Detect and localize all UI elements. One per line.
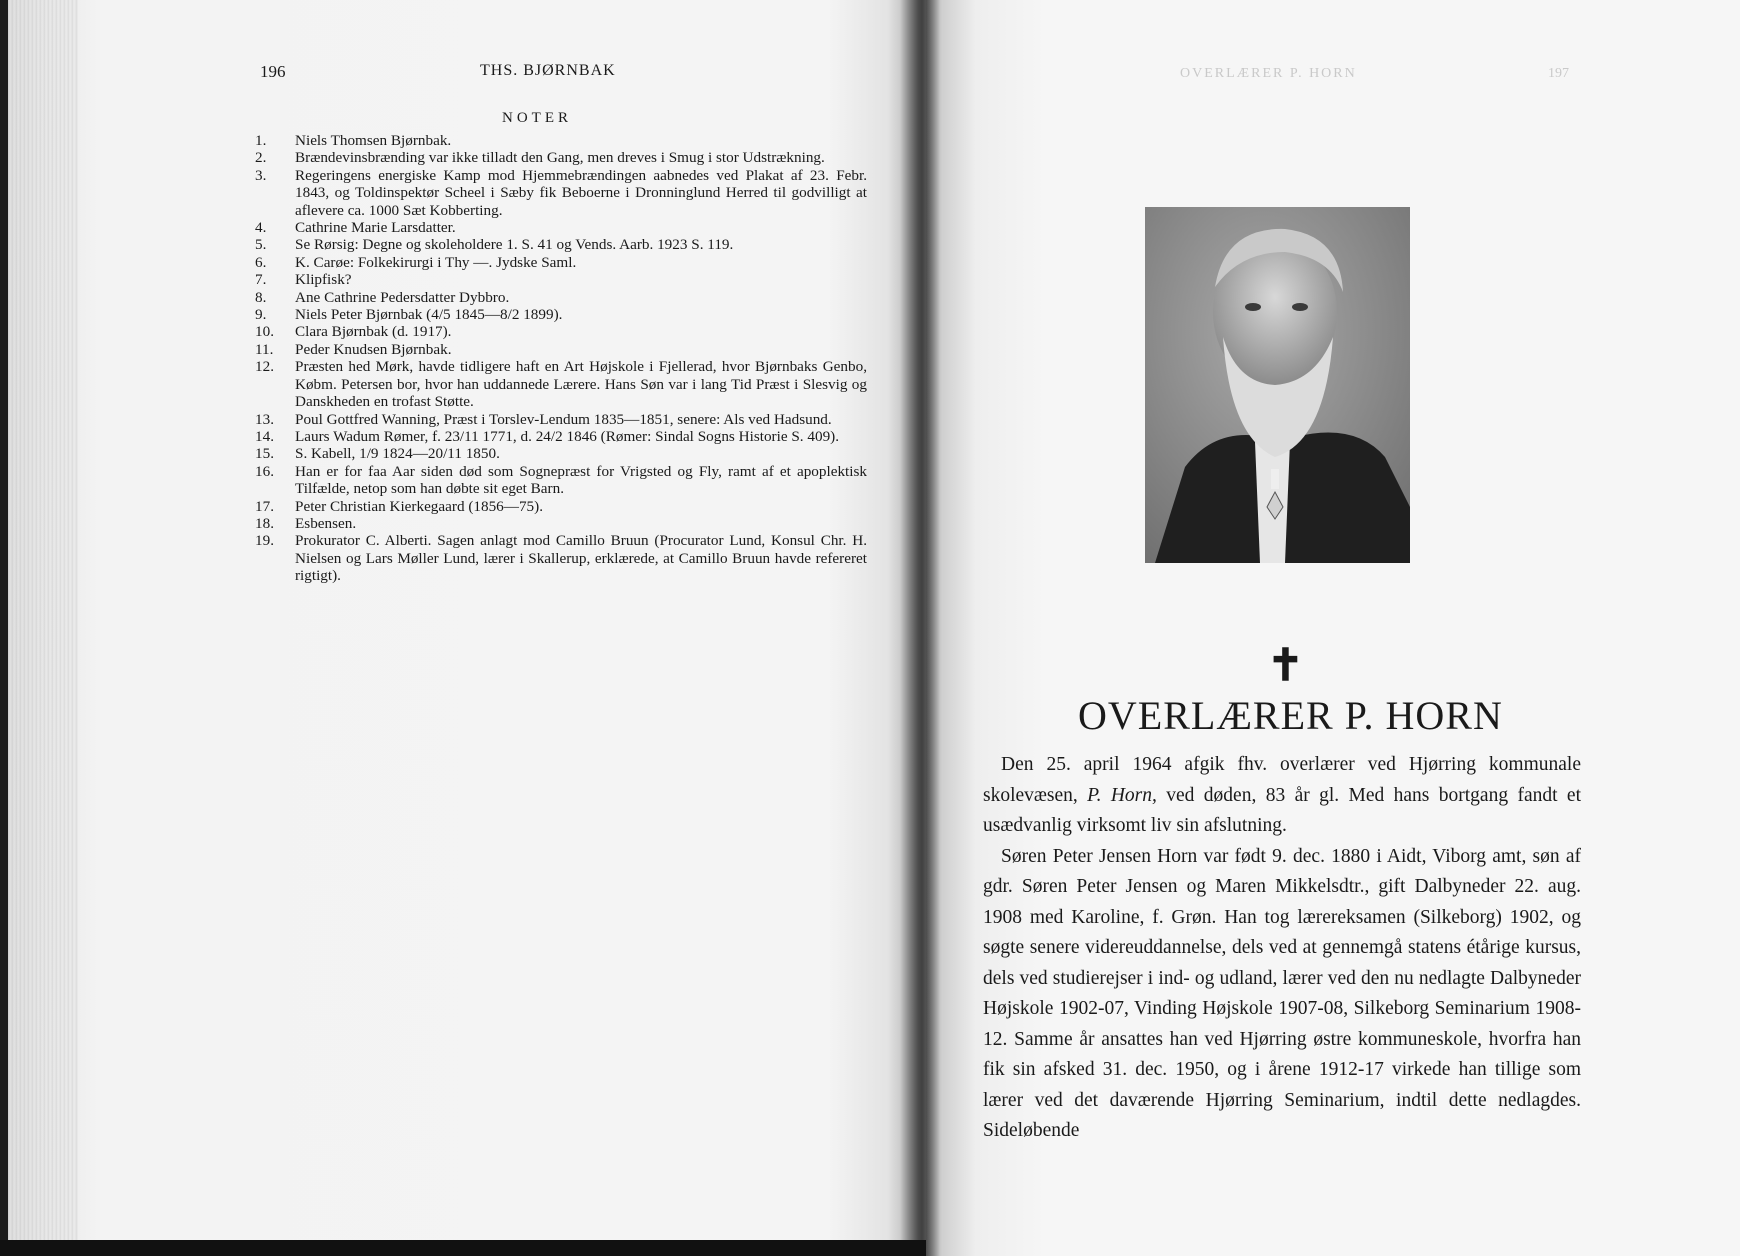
- note-item: [255, 289, 867, 306]
- note-text: Ane Cathrine Pedersdatter Dybbro.: [295, 288, 510, 306]
- paragraph-1-start: Den 25. april 1964 afgik fhv. overlærer ved Hjørring kommunale skolevæsen,: [983, 754, 1581, 806]
- running-head-left: THS. BJØRNBAK: [480, 62, 616, 79]
- note-number: 9.: [255, 306, 267, 324]
- note-text: Prokurator C. Alberti. Sagen anlagt mod Camillo Bruun (Procurator Lund, Konsul Chr. H. Nielsen og Lars Møller Lund, lærer i Skallerup, erklærede, at Camillo Bruun havde refereret rigtigt).: [295, 532, 867, 585]
- portrait-image: [1145, 207, 1410, 563]
- note-number: 16.: [255, 462, 274, 480]
- note-number: 18.: [255, 514, 274, 532]
- book-gutter: [900, 0, 940, 1256]
- note-item: [255, 498, 867, 515]
- note-text: Clara Bjørnbak (d. 1917).: [295, 323, 452, 341]
- note-text: Præsten hed Mørk, havde tidligere haft en Art Højskole i Fjellerad, hvor Bjørnbaks Genbo, Købm. Petersen bor, hvor han uddannede Lærere. Hans Søn var i lang Tid Præst i Slesvig og Danskheden en trofast Støtte.: [295, 358, 867, 411]
- note-number: 7.: [255, 271, 267, 289]
- notes-list: [255, 132, 867, 585]
- note-item: [255, 515, 867, 532]
- note-item: [255, 132, 867, 149]
- note-item: [255, 271, 867, 288]
- note-number: 17.: [255, 497, 274, 515]
- note-text: Brændevinsbrænding var ikke tilladt den Gang, men dreves i Smug i stor Udstrækning.: [295, 149, 825, 167]
- page-edges: [8, 0, 78, 1240]
- note-number: 14.: [255, 427, 274, 445]
- page-number-right: 197: [1548, 66, 1569, 81]
- note-item: [255, 149, 867, 166]
- note-text: K. Carøe: Folkekirurgi i Thy —. Jydske Saml.: [295, 253, 577, 271]
- note-item: [255, 358, 867, 410]
- page-number-left: 196: [260, 62, 286, 81]
- note-item: [255, 323, 867, 340]
- scan-background: [0, 1240, 926, 1256]
- note-item: [255, 532, 867, 584]
- note-number: 5.: [255, 236, 267, 254]
- note-item: [255, 341, 867, 358]
- note-text: Se Rørsig: Degne og skoleholdere 1. S. 41 og Vends. Aarb. 1923 S. 119.: [295, 236, 734, 254]
- note-item: [255, 428, 867, 445]
- cross-icon: ✝: [1267, 640, 1304, 691]
- note-text: Poul Gottfred Wanning, Præst i Torslev-Lendum 1835—1851, senere: Als ved Hadsund.: [295, 410, 832, 428]
- note-number: 8.: [255, 288, 267, 306]
- note-item: [255, 236, 867, 253]
- note-number: 3.: [255, 166, 267, 184]
- note-item: [255, 463, 867, 498]
- note-text: S. Kabell, 1/9 1824—20/11 1850.: [295, 445, 500, 463]
- note-item: [255, 254, 867, 271]
- note-number: 12.: [255, 358, 274, 376]
- note-number: 19.: [255, 532, 274, 550]
- note-number: 6.: [255, 253, 267, 271]
- note-number: 10.: [255, 323, 274, 341]
- note-text: Niels Thomsen Bjørnbak.: [295, 132, 452, 149]
- obituary-title: OVERLÆRER P. HORN: [1078, 693, 1503, 738]
- note-text: Peter Christian Kierkegaard (1856—75).: [295, 497, 543, 515]
- portrait-photo: [1145, 207, 1410, 563]
- note-text: Regeringens energiske Kamp mod Hjemmebrændingen aabnedes ved Plakat af 23. Febr. 1843, og Toldinspektør Scheel i Sæby fik Beboerne i Dronninglund Herred til godvilligt at aflevere ca. 1000 Sæt Kobberting.: [295, 166, 867, 219]
- note-number: 4.: [255, 219, 267, 237]
- note-number: 2.: [255, 149, 267, 167]
- note-text: Esbensen.: [295, 514, 357, 532]
- note-item: [255, 219, 867, 236]
- note-text: Han er for faa Aar siden død som Sognepræst for Vrigsted og Fly, ramt af et apoplektisk Tilfælde, netop som han døbte sit eget Barn.: [295, 462, 867, 498]
- notes-heading: NOTER: [502, 110, 572, 126]
- note-number: 13.: [255, 410, 274, 428]
- note-item: [255, 306, 867, 323]
- note-text: Laurs Wadum Rømer, f. 23/11 1771, d. 24/2 1846 (Rømer: Sindal Sogns Historie S. 409).: [295, 427, 840, 445]
- note-item: [255, 167, 867, 219]
- note-text: Cathrine Marie Larsdatter.: [295, 219, 456, 237]
- paragraph-2: Søren Peter Jensen Horn var født 9. dec. 1880 i Aidt, Viborg amt, søn af gdr. Søren Peter Jensen og Maren Mikkelsdtr., gift Dalbyneder 22. aug. 1908 med Karoline, f. Grøn. Han tog lærereksamen (Silkeborg) 1902, og søgte senere videreuddannelse, dels ved at gennemgå statens étårige kursus, dels ved studierejser i ind- og udland, lærer ved den nu nedlagte Dalbyneder Højskole 1902-07, Vinding Højskole 1907-08, Silkeborg Seminarium 1908-12. Samme år ansattes han ved Hjørring østre kommuneskole, hvorfra han fik sin afsked 31. dec. 1950, og i årene 1912-17 virkede han tillige som lærer ved det daværende Hjørring Seminarium, indtil dette nedlagdes. Sideløbende: [983, 845, 1581, 1141]
- obituary-body: [983, 750, 1581, 1147]
- note-number: 15.: [255, 445, 274, 463]
- paragraph-1-end: ved døden, 83 år gl. Med hans bortgang fandt et usædvanlig virksomt liv sin afslutning.: [983, 784, 1581, 836]
- note-text: Peder Knudsen Bjørnbak.: [295, 340, 452, 358]
- note-item: [255, 445, 867, 462]
- note-number: 11.: [255, 340, 274, 358]
- note-item: [255, 411, 867, 428]
- running-head-right: OVERLÆRER P. HORN: [1180, 66, 1357, 81]
- paragraph-1-name: P. Horn,: [1087, 784, 1157, 806]
- paragraph-1: [983, 750, 1581, 842]
- note-text: Niels Peter Bjørnbak (4/5 1845—8/2 1899).: [295, 306, 563, 324]
- note-number: 1.: [255, 132, 267, 149]
- note-text: Klipfisk?: [295, 271, 352, 289]
